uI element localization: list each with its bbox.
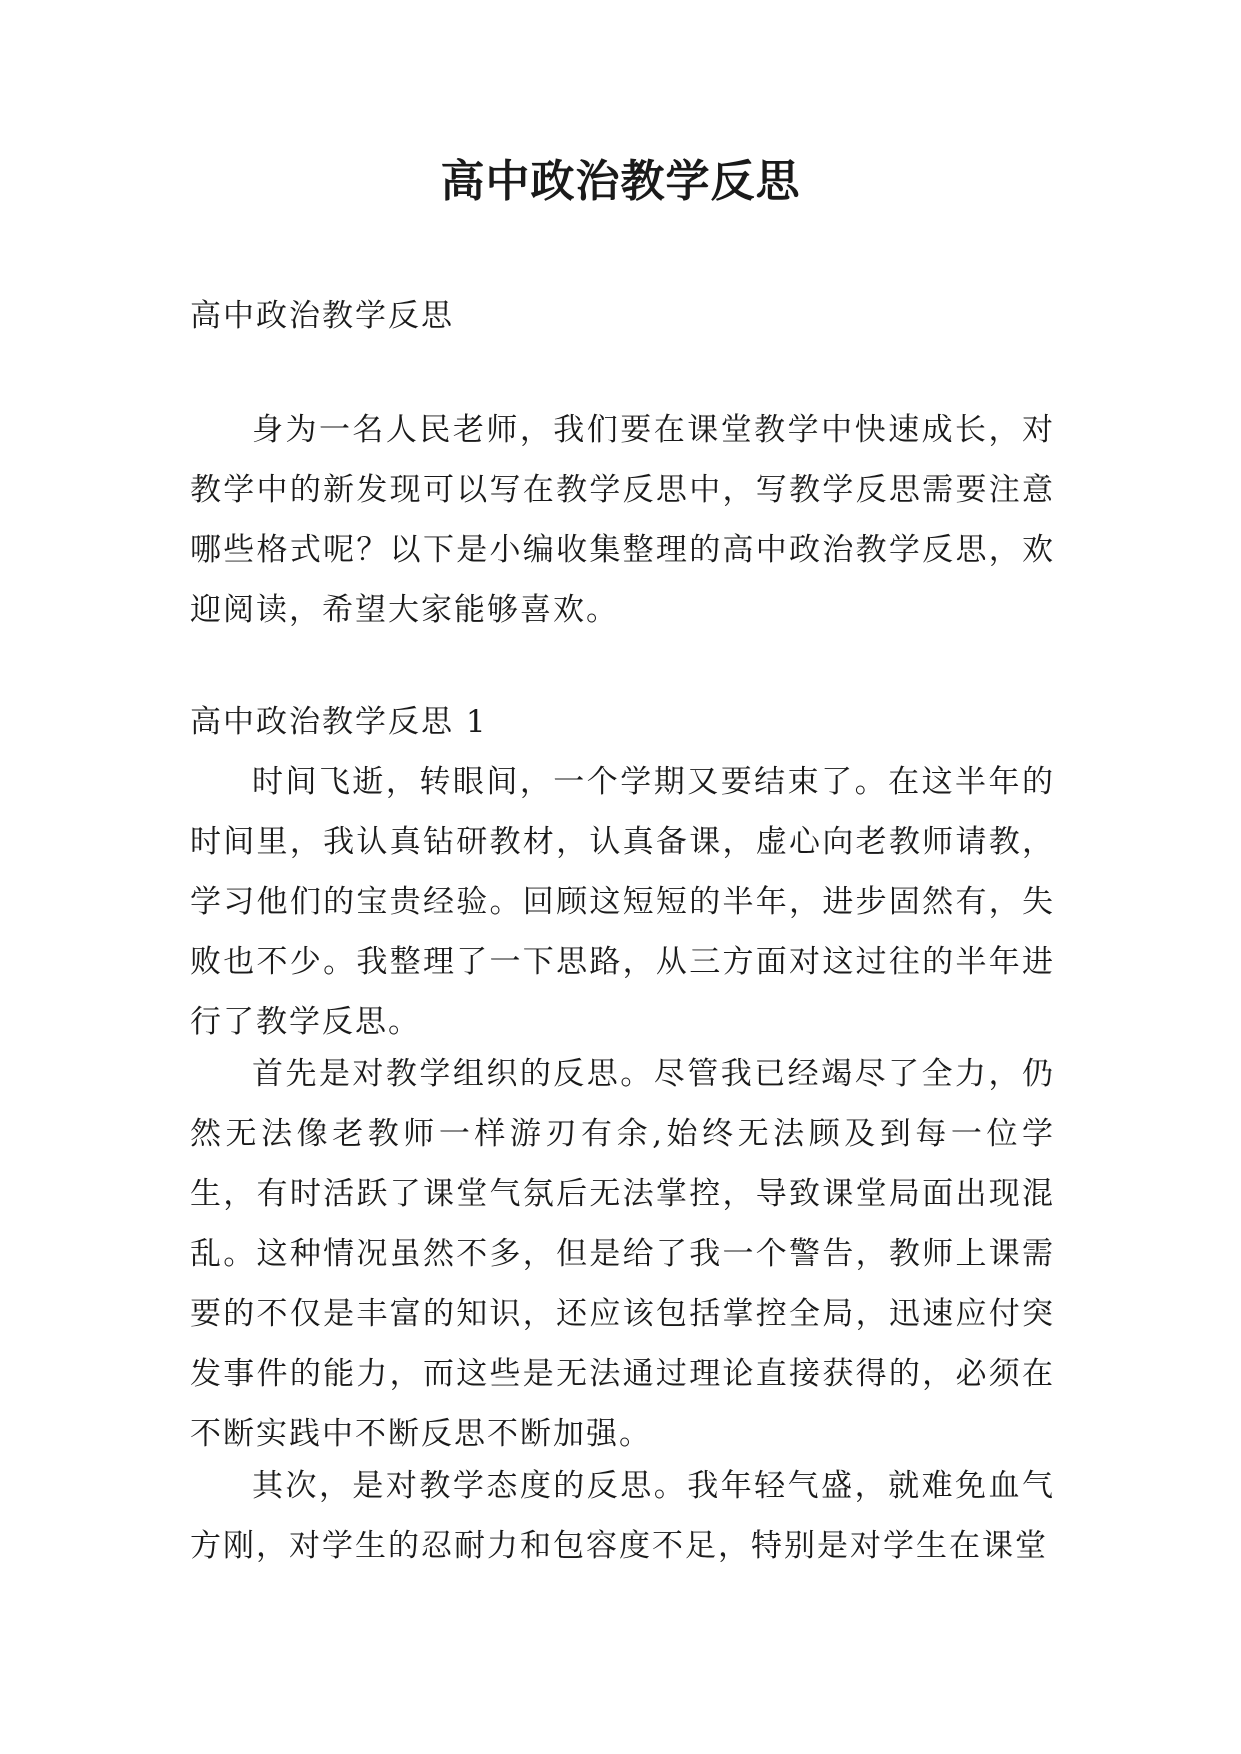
document-subtitle: 高中政治教学反思	[190, 298, 454, 334]
section-heading: 高中政治教学反思 1	[190, 704, 488, 740]
intro-paragraph: 身为一名人民老师，我们要在课堂教学中快速成长，对教学中的新发现可以写在教学反思中，写教学反思需要注意哪些格式呢？以下是小编收集整理的高中政治教学反思，欢迎阅读，希望大家能够喜欢。	[190, 412, 1055, 628]
body-paragraph-3: 其次，是对教学态度的反思。我年轻气盛，就难免血气方刚，对学生的忍耐力和包容度不足，特别是对学生在课堂	[190, 1468, 1055, 1564]
body-paragraph-1: 时间飞逝，转眼间，一个学期又要结束了。在这半年的时间里，我认真钻研教材，认真备课，虚心向老教师请教，学习他们的宝贵经验。回顾这短短的半年，进步固然有，失败也不少。我整理了一下思路，从三方面对这过往的半年进行了教学反思。	[190, 764, 1055, 1040]
body-paragraph-2: 首先是对教学组织的反思。尽管我已经竭尽了全力，仍然无法像老教师一样游刃有余,始终无法顾及到每一位学生，有时活跃了课堂气氛后无法掌控，导致课堂局面出现混乱。这种情况虽然不多，但是给了我一个警告，教师上课需要的不仅是丰富的知识，还应该包括掌控全局，迅速应付突发事件的能力，而这些是无法通过理论直接获得的，必须在不断实践中不断反思不断加强。	[190, 1056, 1055, 1452]
document-title: 高中政治教学反思	[440, 156, 801, 207]
